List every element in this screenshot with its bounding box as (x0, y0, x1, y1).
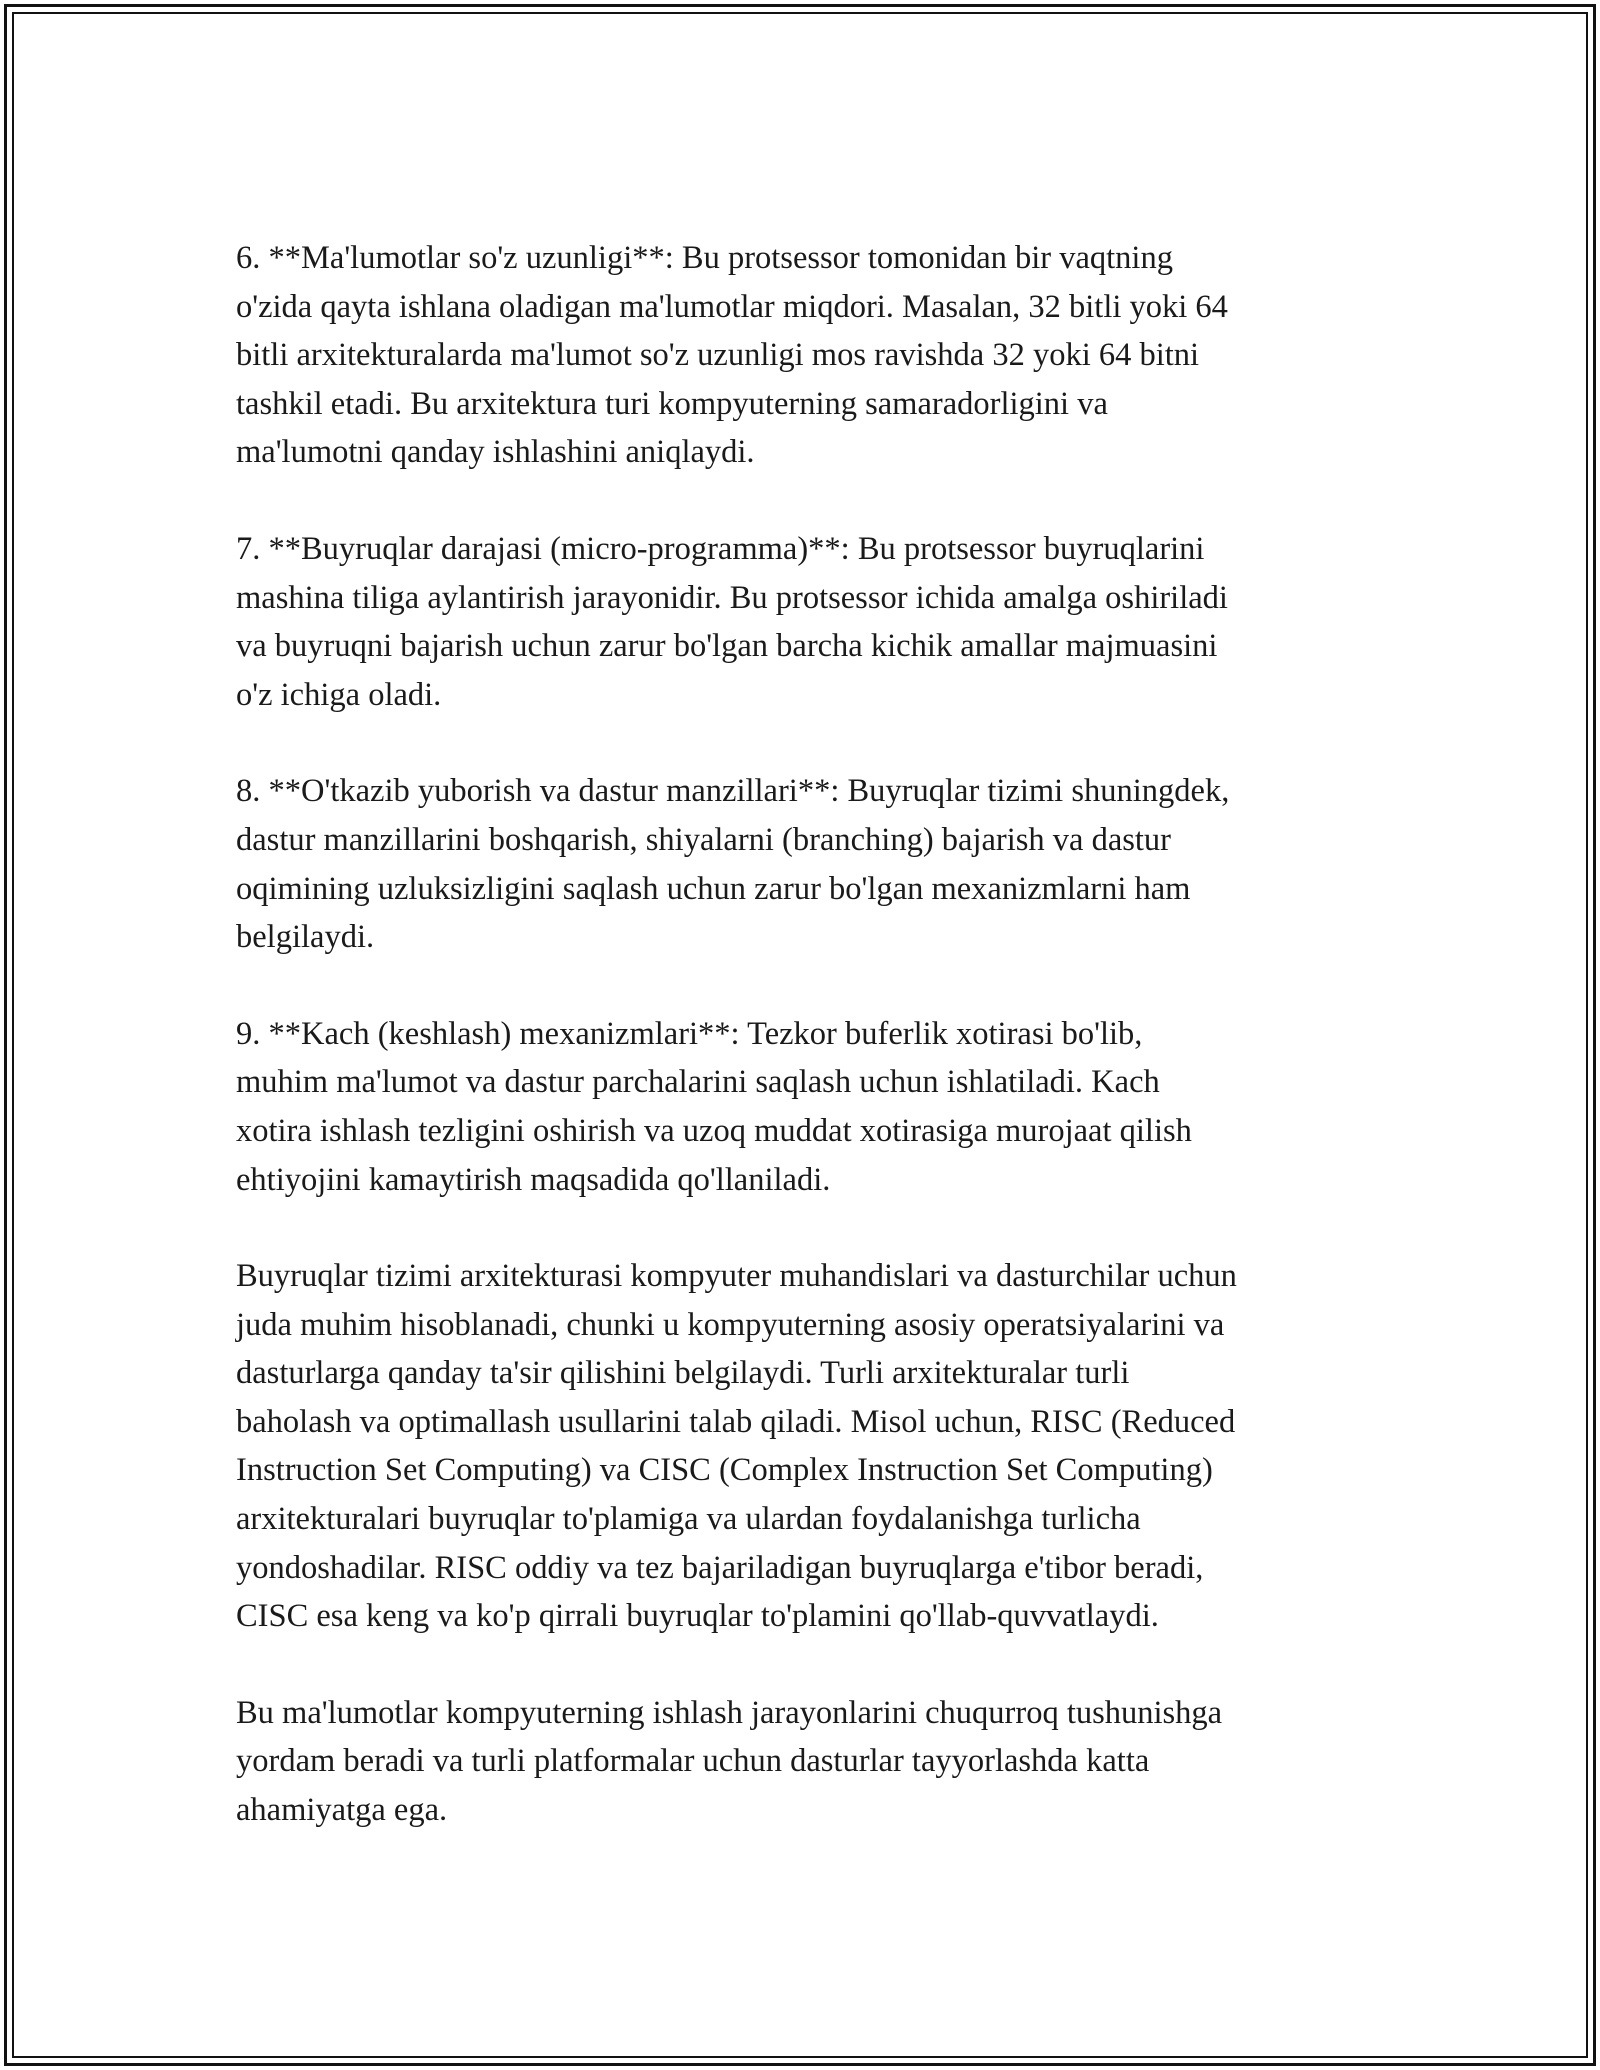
paragraph-architecture-summary (236, 1252, 1376, 1641)
text-line: tashkil etadi. Bu arxitektura turi kompyuterning samaradorligini va (236, 385, 1108, 422)
text-line: juda muhim hisoblanadi, chunki u kompyuterning asosiy operatsiyalarini va (236, 1306, 1225, 1343)
text-line: Buyruqlar tizimi arxitekturasi kompyuter muhandislari va dasturchilar uchun (236, 1258, 1237, 1295)
paragraph-conclusion (236, 1689, 1376, 1835)
text-line: Bu ma'lumotlar kompyuterning ishlash jarayonlarini chuqurroq tushunishga (236, 1694, 1223, 1731)
text-line: arxitekturalari buyruqlar to'plamiga va ulardan foydalanishga turlicha (236, 1501, 1141, 1538)
text-line: o'z ichiga oladi. (236, 676, 442, 713)
paragraph-item-8 (236, 767, 1376, 961)
paragraph-item-7 (236, 525, 1376, 719)
text-line: mashina tiliga aylantirish jarayonidir. Bu protsessor ichida amalga oshiriladi (236, 579, 1228, 616)
text-line: 6. **Ma'lumotlar so'z uzunligi**: Bu protsessor tomonidan bir vaqtning (236, 240, 1173, 276)
text-line: o'zida qayta ishlana oladigan ma'lumotlar miqdori. Masalan, 32 bitli yoki 64 (236, 288, 1228, 325)
text-line: 9. **Kach (keshlash) mexanizmlari**: Tezkor buferlik xotirasi bo'lib, (236, 1015, 1143, 1052)
text-line: va buyruqni bajarish uchun zarur bo'lgan barcha kichik amallar majmuasini (236, 628, 1218, 665)
text-line: ahamiyatga ega. (236, 1792, 448, 1829)
text-line: CISC esa keng va ko'p qirrali buyruqlar to'plamini qo'llab-quvvatlaydi. (236, 1598, 1159, 1635)
text-line: muhim ma'lumot va dastur parchalarini saqlash uchun ishlatiladi. Kach (236, 1064, 1160, 1101)
text-line: dastur manzillarini boshqarish, shiyalarni (branching) bajarish va dastur (236, 821, 1172, 858)
text-line: Instruction Set Computing) va CISC (Complex Instruction Set Computing) (236, 1452, 1213, 1489)
text-line: baholash va optimallash usullarini talab qiladi. Misol uchun, RISC (Reduced (236, 1403, 1236, 1440)
text-line: bitli arxitekturalarda ma'lumot so'z uzunligi mos ravishda 32 yoki 64 bitni (236, 337, 1200, 374)
text-line: 7. **Buyruqlar darajasi (micro-programma)**: Bu protsessor buyruqlarini (236, 530, 1205, 567)
text-line: xotira ishlash tezligini oshirish va uzoq muddat xotirasiga murojaat qilish (236, 1112, 1192, 1149)
document-body (236, 234, 1376, 1883)
paragraph-item-6 (236, 234, 1376, 477)
text-line: dasturlarga qanday ta'sir qilishini belgilaydi. Turli arxitekturalar turli (236, 1355, 1130, 1392)
text-line: yordam beradi va turli platformalar uchun dasturlar tayyorlashda katta (236, 1743, 1150, 1780)
text-line: oqimining uzluksizligini saqlash uchun zarur bo'lgan mexanizmlarni ham (236, 870, 1191, 907)
paragraph-item-9 (236, 1010, 1376, 1204)
text-line: 8. **O'tkazib yuborish va dastur manzillari**: Buyruqlar tizimi shuningdek, (236, 773, 1230, 810)
text-line: ma'lumotni qanday ishlashini aniqlaydi. (236, 434, 755, 471)
text-line: ehtiyojini kamaytirish maqsadida qo'llaniladi. (236, 1161, 831, 1198)
text-line: belgilaydi. (236, 919, 375, 956)
text-line: yondoshadilar. RISC oddiy va tez bajariladigan buyruqlarga e'tibor beradi, (236, 1549, 1204, 1586)
